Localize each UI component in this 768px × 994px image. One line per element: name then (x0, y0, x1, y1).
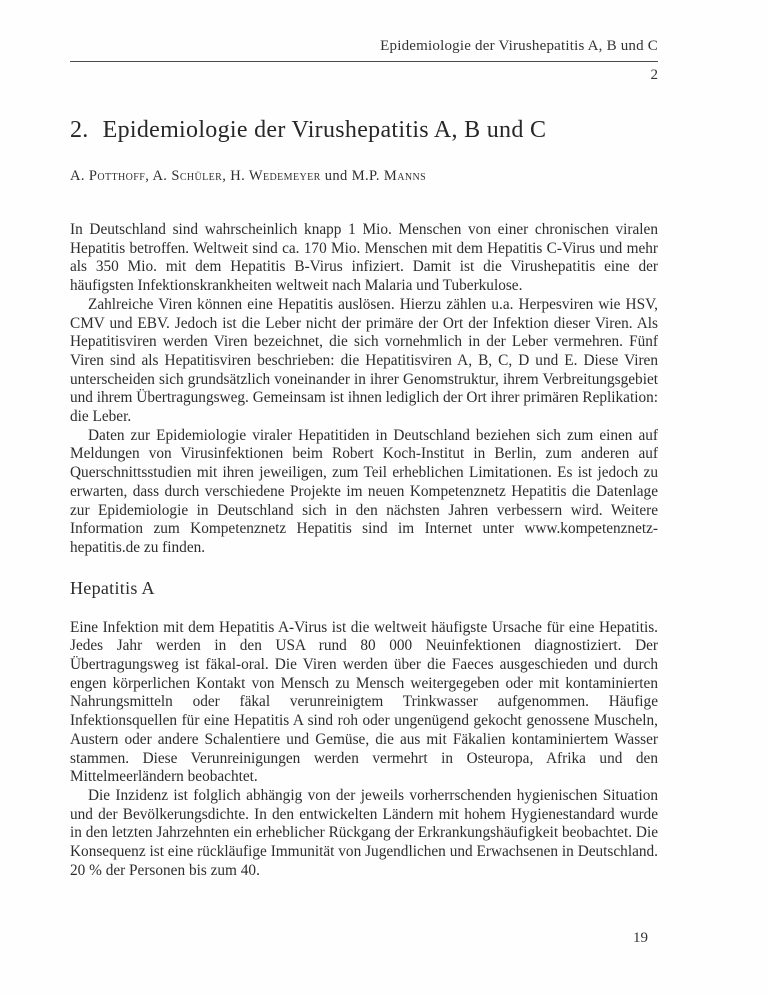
paragraph-intro-3: Daten zur Epidemiologie viraler Hepatitiden in Deutschland beziehen sich zum einen auf Meldungen von Virusinfektionen beim Robert Koch-Institut in Berlin, zum anderen auf Querschnittsstudien mit ihren jeweiligen, zum Teil erheblichen Limitationen. Es ist jedoch zu erwarten, dass durch verschiedene Projekte im neuen Kompetenznetz Hepatitis die Datenlage zur Epidemiologie in Deutschland sich in den nächsten Jahren verbessern wird. Weitere Information zum Kompetenznetz Hepatitis sind im Internet unter www.kompetenznetz-hepatitis.de zu finden. (70, 426, 658, 556)
chapter-title-number: 2. (70, 117, 89, 143)
page-number: 19 (633, 930, 648, 946)
author-conjunction: und (324, 168, 348, 184)
page-body (70, 116, 658, 881)
authors-line (70, 168, 658, 185)
running-header: Epidemiologie der Virushepatitis A, B und C (380, 38, 658, 54)
article-text (70, 221, 658, 881)
section-heading-hepatitis-a: Hepatitis A (70, 577, 155, 598)
page-header (70, 0, 658, 84)
chapter-number: 2 (650, 67, 658, 83)
chapter-title (70, 116, 658, 144)
chapter-title-text: Epidemiologie der Virushepatitis A, B und C (102, 117, 547, 143)
paragraph-hepatitis-a-2: Die Inzidenz ist folglich abhängig von der jeweils vorherrschenden hygienischen Situation und der Bevölkerungsdichte. In den entwickelten Ländern mit hohem Hygienestandard wurde in den letzten Jahrzehnten ein erheblicher Rückgang der Erkrankungshäufigkeit beobachtet. Die Konsequenz ist eine rückläufige Immunität von Jugendlichen und Erwachsenen in Deutschland. 20 % der Personen bis zum 40. (70, 786, 658, 879)
paragraph-hepatitis-a-1: Eine Infektion mit dem Hepatitis A-Virus ist die weltweit häufigste Ursache für eine Hepatitis. Jedes Jahr werden in den USA rund 80 000 Neuinfektionen diagnostiziert. Der Übertragungsweg ist fäkal-oral. Die Viren werden über die Faeces ausgeschieden und durch engen körperlichen Kontakt von Mensch zu Mensch weitergegeben oder mit kontaminierten Nahrungsmitteln oder fäkal verunreinigtem Trinkwasser aufgenommen. Häufige Infektionsquellen für eine Hepatitis A sind roh oder ungenügend gekocht genossene Muscheln, Austern oder andere Schalentiere und Gemüse, die aus mit Fäkalien kontaminiertem Wasser stammen. Diese Verunreinigungen werden vermehrt in Osteuropa, Afrika und den Mittelmeerländern beobachtet. (70, 618, 658, 786)
paragraph-intro-1: In Deutschland sind wahrscheinlich knapp 1 Mio. Menschen von einer chronischen viralen Hepatitis betroffen. Weltweit sind ca. 170 Mio. Menschen mit dem Hepatitis C-Virus und mehr als 350 Mio. mit dem Hepatitis B-Virus infiziert. Damit ist die Virushepatitis eine der häufigsten Infektionskrankheiten weltweit nach Malaria und Tuberkulose. (70, 221, 658, 295)
author-names: A. Potthoff, A. Schüler, H. Wedemeyer (70, 168, 321, 184)
author-last: M.P. Manns (351, 168, 427, 184)
paragraph-intro-2: Zahlreiche Viren können eine Hepatitis auslösen. Hierzu zählen u.a. Herpesviren wie HSV, CMV und EBV. Jedoch ist die Leber nicht der primäre der Ort der Infektion dieser Viren. Als Hepatitisviren werden Viren bezeichnet, die sich vornehmlich in der Leber vermehren. Fünf Viren sind als Hepatitisviren beschrieben: die Hepatitisviren A, B, C, D und E. Diese Viren unterscheiden sich grundsätzlich voneinander in ihrer Genomstruktur, ihrem Verbreitungsgebiet und ihrem Übertragungsweg. Gemeinsam ist ihnen lediglich der Ort ihrer primären Replikation: die Leber. (70, 295, 658, 426)
header-rule (70, 61, 658, 62)
